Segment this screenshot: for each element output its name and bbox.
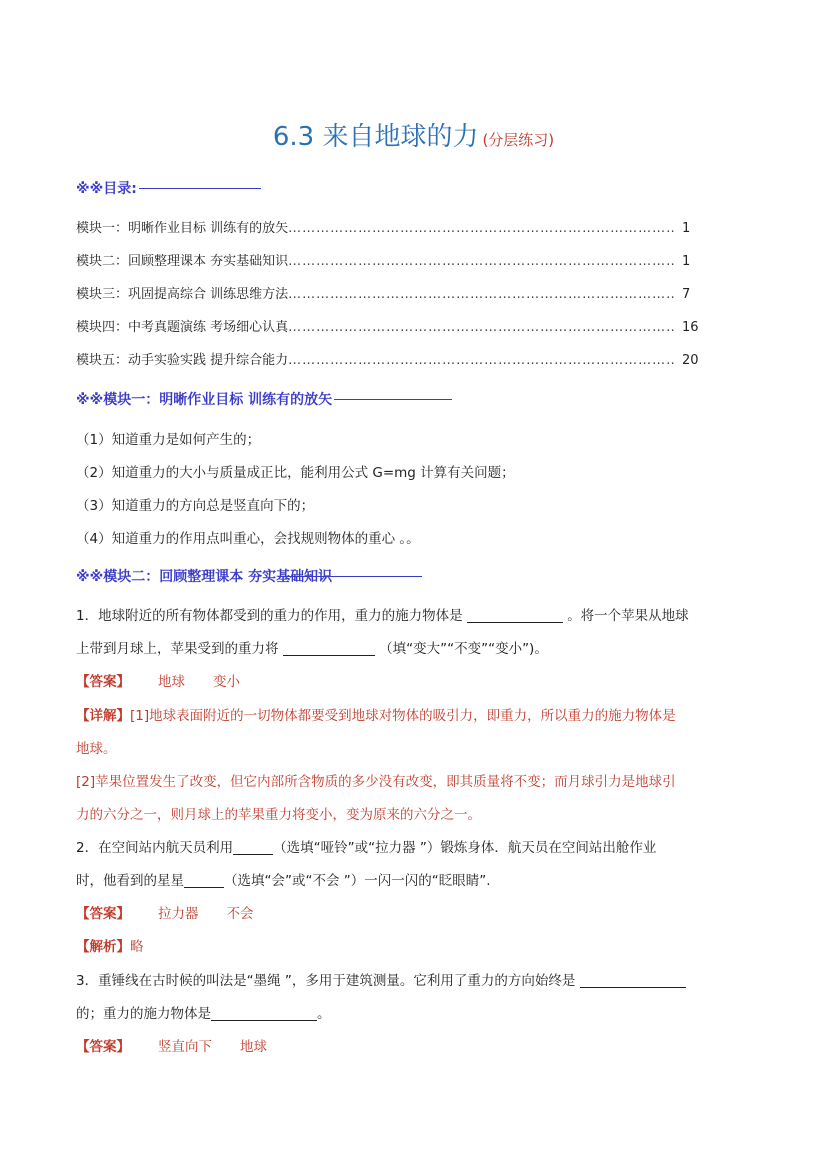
module2-heading-text: ※※模块二：回顾整理课本 夯实基础知识 — [76, 569, 333, 585]
q2-answer — [76, 902, 752, 922]
toc-item-page: 1 — [682, 254, 691, 269]
analysis-tag: 【解析】 — [76, 939, 130, 955]
title-main: 6.3 来自地球的力 — [272, 122, 479, 152]
goal-4: （4）知道重力的作用点叫重心，会找规则物体的重心 。。 — [76, 531, 420, 547]
q1-detail-1 — [76, 704, 752, 724]
q1-answer — [76, 670, 752, 690]
answer-value: 地球 — [158, 674, 185, 690]
toc-item-label: 模块三：巩固提高综合 训练思维方法 — [76, 287, 289, 302]
answer-tag: 【答案】 — [76, 674, 130, 690]
toc-heading-text: ※※目录: — [76, 181, 137, 197]
toc-item-1[interactable] — [76, 217, 716, 236]
toc-item-label: 模块四：中考真题演练 考场细心认真 — [76, 320, 289, 335]
toc-leader-dots — [288, 353, 676, 368]
toc-item-page: 16 — [682, 320, 699, 335]
answer-value: 变小 — [213, 674, 240, 690]
q1-detail-3: [2]苹果位置发生了改变，但它内部所含物质的多少没有改变，即其质量将不变；而月球引力是地球引 — [76, 774, 676, 790]
q2-line-1 — [76, 836, 752, 856]
answer-blank[interactable] — [184, 873, 224, 888]
q2-line-2 — [76, 869, 752, 889]
q1-line-1 — [76, 604, 752, 624]
answer-blank[interactable] — [467, 608, 563, 623]
toc-item-page: 20 — [682, 353, 699, 368]
q1-detail-2: 地球。 — [76, 741, 117, 757]
heading-rule — [278, 576, 422, 577]
toc-leader-dots — [288, 320, 676, 335]
toc-leader-dots — [288, 221, 676, 236]
toc-heading — [76, 178, 261, 198]
q3-line-1 — [76, 969, 752, 989]
toc-item-label: 模块二：回顾整理课本 夯实基础知识 — [76, 254, 289, 269]
q1-line-2 — [76, 637, 752, 657]
answer-value: 不会 — [226, 906, 254, 922]
toc-leader-dots — [288, 287, 676, 302]
q1-text: 上带到月球上，苹果受到的重力将 — [76, 641, 279, 657]
q2-text: （选填“会”或“不会 ”）一闪一闪的“眨眼睛”. — [224, 873, 491, 889]
toc-leader-dots — [288, 254, 676, 269]
analysis-text: 略 — [130, 939, 144, 955]
q1-text: 1．地球附近的所有物体都受到的重力的作用，重力的施力物体是 — [76, 608, 463, 624]
answer-value: 拉力器 — [158, 906, 199, 922]
q2-text: 2．在空间站内航天员利用 — [76, 840, 234, 856]
answer-blank[interactable] — [211, 1006, 317, 1021]
goal-1: （1）知道重力是如何产生的； — [76, 432, 261, 448]
answer-tag: 【答案】 — [76, 1039, 130, 1055]
q2-text: （选填“哑铃”或“拉力器 ”）锻炼身体．航天员在空间站出舱作业 — [273, 840, 657, 856]
answer-blank[interactable] — [283, 641, 375, 656]
q1-text: （填“变大”“不变”“变小”)。 — [379, 641, 548, 657]
toc-item-4[interactable] — [76, 316, 716, 335]
answer-blank[interactable] — [233, 840, 273, 855]
q3-answer — [76, 1035, 752, 1055]
toc-item-5[interactable] — [76, 349, 716, 368]
q3-line-2 — [76, 1002, 752, 1022]
module1-heading — [76, 389, 452, 409]
q3-text: 的；重力的施力物体是 — [76, 1006, 211, 1022]
toc-item-label: 模块一：明晰作业目标 训练有的放矢 — [76, 221, 289, 236]
goal-2: （2）知道重力的大小与质量成正比，能利用公式 G=mg 计算有关问题； — [76, 465, 515, 481]
toc-item-page: 1 — [682, 221, 691, 236]
q1-text: 。将一个苹果从地球 — [567, 608, 689, 624]
answer-blank[interactable] — [580, 973, 686, 988]
page-title — [0, 120, 827, 157]
detail-text: [1]地球表面附近的一切物体都要受到地球对物体的吸引力，即重力，所以重力的施力物体是 — [130, 708, 676, 724]
q2-analysis — [76, 935, 752, 955]
answer-value: 竖直向下 — [158, 1039, 212, 1055]
toc-item-label: 模块五：动手实验实践 提升综合能力 — [76, 353, 289, 368]
heading-rule — [334, 399, 452, 400]
module2-heading — [76, 566, 422, 586]
goal-3: （3）知道重力的方向总是竖直向下的； — [76, 498, 315, 514]
detail-tag: 【详解】 — [76, 708, 130, 724]
q2-text: 时，他看到的星星 — [76, 873, 184, 889]
toc-item-2[interactable] — [76, 250, 716, 269]
toc-item-page: 7 — [682, 287, 691, 302]
answer-value: 地球 — [240, 1039, 267, 1055]
q3-text: 。 — [317, 1006, 331, 1022]
answer-tag: 【答案】 — [76, 906, 130, 922]
toc-item-3[interactable] — [76, 283, 716, 302]
title-subtitle: (分层练习) — [482, 131, 555, 149]
q1-detail-4: 力的六分之一，则月球上的苹果重力将变小，变为原来的六分之一。 — [76, 807, 481, 823]
q3-text: 3．重锤线在古时候的叫法是“墨绳 ”，多用于建筑测量。它利用了重力的方向始终是 — [76, 973, 576, 989]
heading-rule — [139, 188, 261, 189]
module1-heading-text: ※※模块一：明晰作业目标 训练有的放矢 — [76, 392, 333, 408]
